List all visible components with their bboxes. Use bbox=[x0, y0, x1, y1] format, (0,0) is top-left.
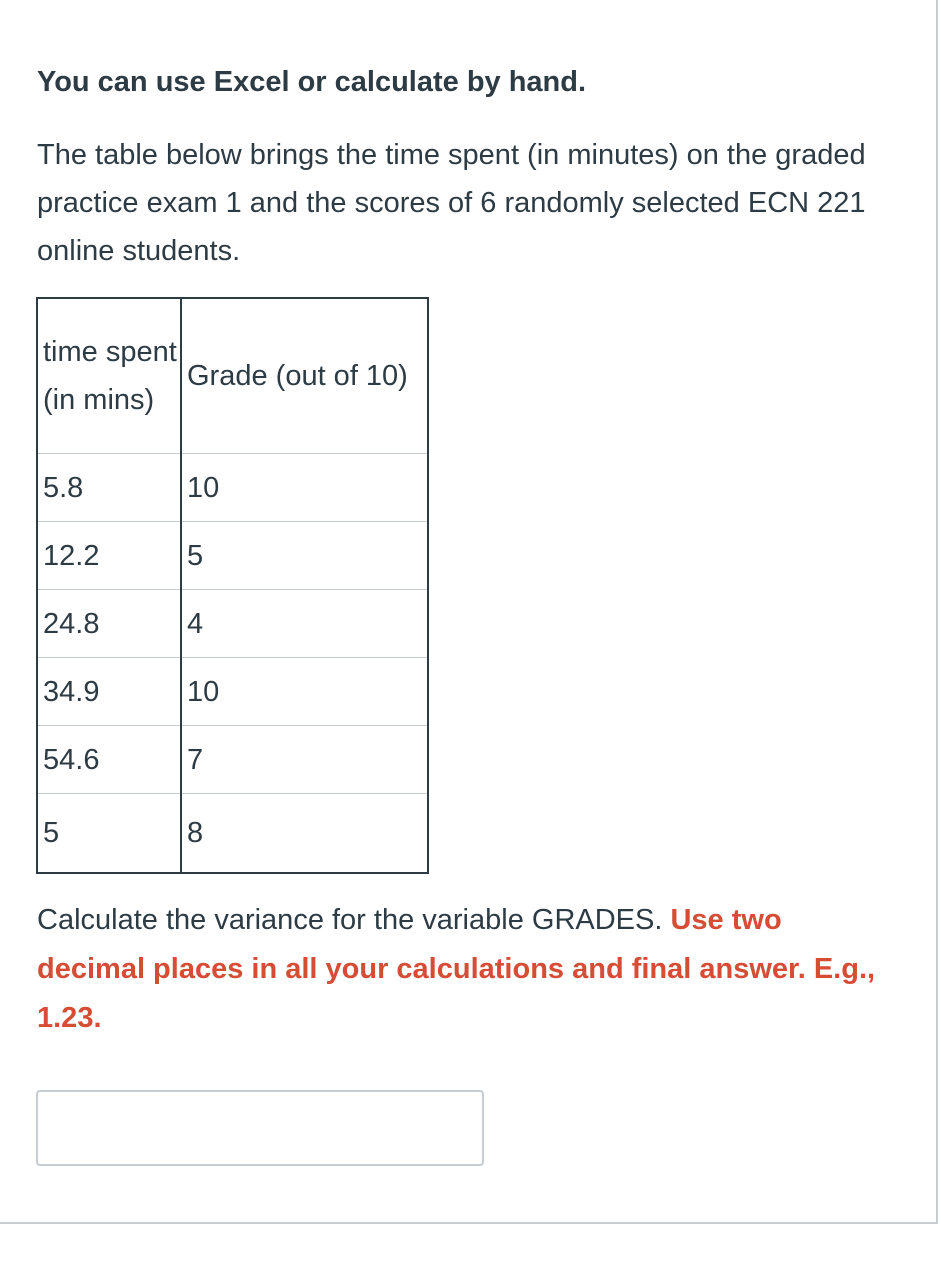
table-row bbox=[37, 590, 428, 658]
grade-cell: 7 bbox=[181, 726, 428, 794]
grade-cell: 5 bbox=[181, 522, 428, 590]
time-cell: 12.2 bbox=[37, 522, 181, 590]
answer-input[interactable] bbox=[36, 1090, 484, 1166]
header-time-spent: time spent (in mins) bbox=[37, 298, 181, 454]
table-row bbox=[37, 522, 428, 590]
question-text bbox=[37, 896, 897, 1043]
data-table bbox=[36, 297, 429, 874]
time-cell: 5.8 bbox=[37, 454, 181, 522]
time-cell: 5 bbox=[37, 794, 181, 874]
grade-cell: 10 bbox=[181, 658, 428, 726]
instruction-text: You can use Excel or calculate by hand. bbox=[37, 66, 587, 98]
time-cell: 54.6 bbox=[37, 726, 181, 794]
table-row bbox=[37, 454, 428, 522]
table-row bbox=[37, 726, 428, 794]
time-cell: 24.8 bbox=[37, 590, 181, 658]
header-grade: Grade (out of 10) bbox=[181, 298, 428, 454]
time-cell: 34.9 bbox=[37, 658, 181, 726]
table-header-row bbox=[37, 298, 428, 454]
table-row bbox=[37, 794, 428, 874]
table-row bbox=[37, 658, 428, 726]
question-emphasis: Use two decimal places in all your calculations and final answer. E.g., 1.23. bbox=[37, 904, 876, 1034]
grade-cell: 4 bbox=[181, 590, 428, 658]
grade-cell: 8 bbox=[181, 794, 428, 874]
grade-cell: 10 bbox=[181, 454, 428, 522]
intro-text: The table below brings the time spent (in minutes) on the graded practice exam 1 and the scores of 6 randomly selected ECN 221 online students. bbox=[37, 139, 866, 267]
question-prompt: Calculate the variance for the variable GRADES. bbox=[37, 904, 671, 936]
